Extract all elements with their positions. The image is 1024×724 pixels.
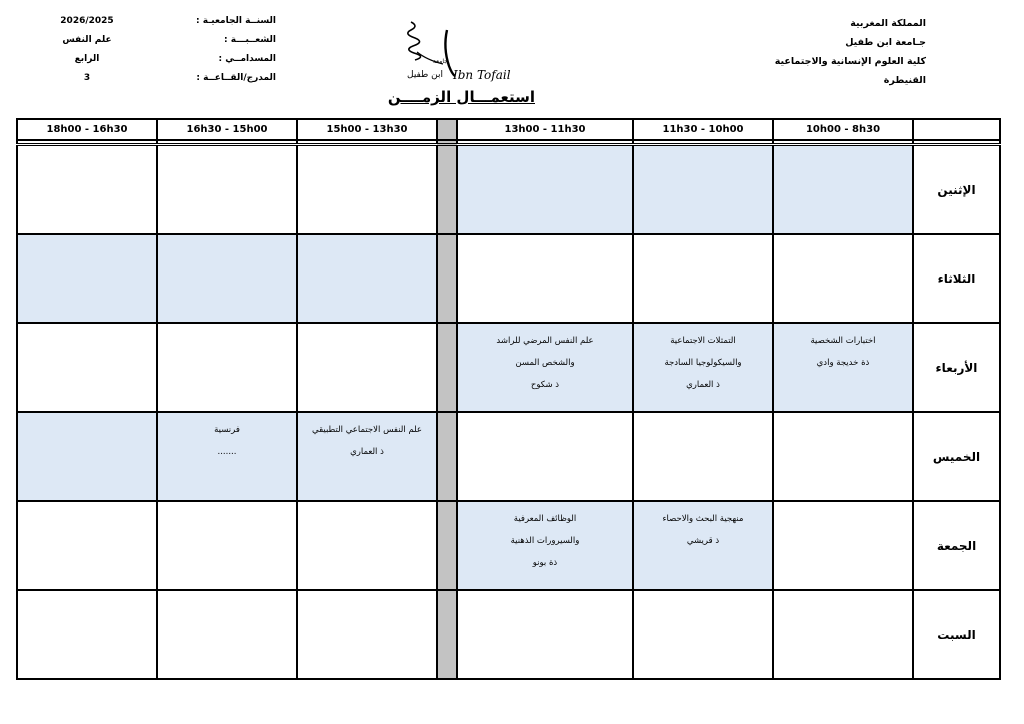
course-title-cont: والشخص المسن (515, 358, 575, 368)
day-row-monday (17, 145, 1000, 235)
info-label: المسدامــي : (218, 54, 276, 64)
day-label: الجمعة (913, 501, 1000, 590)
course-cell (633, 501, 773, 590)
slot-cell (773, 412, 913, 501)
faculty-name: كلية العلوم الإنسانية والاجتماعية (774, 56, 926, 67)
course-title: علم النفس المرضي للراشد (496, 336, 594, 346)
time-slot-header: 15h00 - 13h30 (297, 119, 437, 140)
time-slot-header: 16h30 - 15h00 (157, 119, 297, 140)
slot-cell (17, 234, 157, 323)
info-row-semester (52, 54, 276, 73)
timetable (16, 118, 1001, 680)
logo-arabic-text: ابن طفيل (407, 70, 443, 80)
time-slot-header: 10h00 - 8h30 (773, 119, 913, 140)
course-title: اختبارات الشخصية (810, 336, 876, 346)
course-title-cont: والسيكولوجيا السادجة (664, 358, 742, 368)
course-cell (457, 501, 633, 590)
course-cell (157, 412, 297, 501)
day-label: الخميس (913, 412, 1000, 501)
slot-cell (157, 234, 297, 323)
slot-cell (633, 590, 773, 679)
info-label: المدرج/القــاعــة : (196, 73, 276, 83)
course-teacher: ذة بونو (532, 558, 558, 568)
time-slot-header: 18h00 - 16h30 (17, 119, 157, 140)
time-header-row (17, 119, 1000, 140)
course-title: الوظائف المعرفية (513, 514, 577, 524)
logo-small-text: جامعة (433, 58, 448, 65)
break-cell (437, 590, 457, 679)
break-cell (437, 234, 457, 323)
course-title-cont: والسيرورات الذهنية (510, 536, 580, 546)
slot-cell (297, 323, 437, 412)
course-title: علم النفس الاجتماعي التطبيقي (312, 425, 422, 435)
info-value: علم النفس (62, 35, 112, 45)
slot-cell (17, 501, 157, 590)
day-row-wednesday (17, 323, 1000, 412)
course-teacher: ذ قريشي (686, 536, 720, 546)
course-cell (773, 323, 913, 412)
slot-cell (297, 501, 437, 590)
slot-cell (633, 412, 773, 501)
course-title: فرنسية (214, 425, 240, 435)
slot-cell (157, 590, 297, 679)
break-header (437, 119, 457, 140)
break-cell (437, 145, 457, 235)
day-row-tuesday (17, 234, 1000, 323)
day-label: السبت (913, 590, 1000, 679)
info-label: الشعــبـــة : (224, 35, 276, 45)
time-slot-header: 11h30 - 10h00 (633, 119, 773, 140)
corner-header (913, 119, 1000, 140)
slot-cell (17, 412, 157, 501)
slot-cell (17, 323, 157, 412)
info-block (52, 16, 276, 92)
time-slot-header: 13h00 - 11h30 (457, 119, 633, 140)
city-name: القنيطرة (883, 75, 926, 86)
slot-cell (457, 145, 633, 235)
info-label: السنــة الجامعيـة : (196, 16, 276, 26)
slot-cell (457, 590, 633, 679)
course-cell (633, 323, 773, 412)
day-row-thursday (17, 412, 1000, 501)
slot-cell (457, 234, 633, 323)
info-value: 3 (83, 73, 91, 83)
info-value: الرابع (74, 54, 100, 64)
course-teacher: ....... (217, 447, 237, 457)
slot-cell (297, 590, 437, 679)
slot-cell (773, 145, 913, 235)
slot-cell (297, 145, 437, 235)
slot-cell (773, 234, 913, 323)
info-row-room (52, 73, 276, 92)
slot-cell (157, 323, 297, 412)
country-name: المملكة المغربية (850, 18, 926, 29)
course-teacher: ذ العماري (686, 380, 720, 390)
slot-cell (157, 145, 297, 235)
page-title: استعمـــال الزمــــن (387, 88, 535, 106)
slot-cell (297, 234, 437, 323)
course-cell (297, 412, 437, 501)
course-title: التمثلات الاجتماعية (670, 336, 736, 346)
slot-cell (773, 501, 913, 590)
slot-cell (17, 590, 157, 679)
info-row-branch (52, 35, 276, 54)
day-label: الإثنين (913, 145, 1000, 235)
day-row-friday (17, 501, 1000, 590)
course-cell (457, 323, 633, 412)
slot-cell (157, 501, 297, 590)
info-value: 2026/2025 (60, 16, 114, 26)
slot-cell (633, 145, 773, 235)
day-label: الأربعاء (913, 323, 1000, 412)
slot-cell (773, 590, 913, 679)
break-cell (437, 323, 457, 412)
slot-cell (457, 412, 633, 501)
university-name: جـامعة ابن طفيل (845, 37, 926, 48)
break-cell (437, 412, 457, 501)
day-label: الثلاثاء (913, 234, 1000, 323)
day-row-saturday (17, 590, 1000, 679)
slot-cell (633, 234, 773, 323)
logo-latin-text: Ibn Tofail (453, 68, 511, 82)
info-row-year (52, 16, 276, 35)
course-teacher: ذ العماري (350, 447, 384, 457)
course-teacher: ذ شكوح (530, 380, 560, 390)
break-cell (437, 501, 457, 590)
course-title: منهجية البحث والاحصاء (662, 514, 744, 524)
slot-cell (17, 145, 157, 235)
institution-block (775, 14, 926, 90)
course-teacher: ذة خديجة وادي (816, 358, 870, 368)
university-logo (395, 16, 511, 86)
